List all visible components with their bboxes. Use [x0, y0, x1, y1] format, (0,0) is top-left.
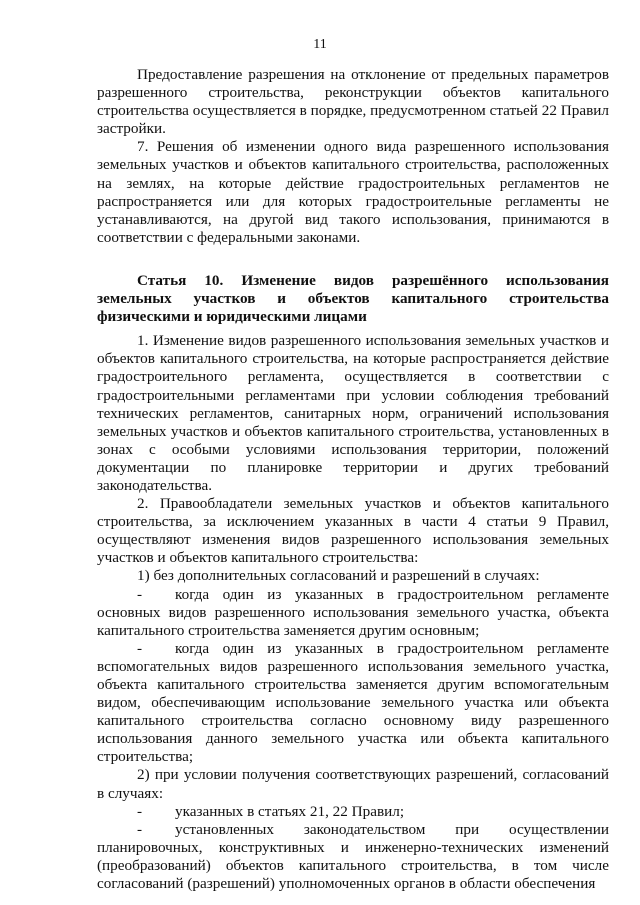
- page-content: [97, 66, 609, 893]
- dash-item-text: когда один из указанных в градостроительном регламенте вспомогательных видов разрешенного использования земельного участка, объекта капитального строительства заменяется другим вспомогательным видом, обеспечивающим использование земельного участка или объекта капитального строительства согласно основному виду разрешенного использования данного земельного участка или объекта капитального строительства;: [97, 639, 609, 766]
- page-number: 11: [313, 37, 327, 52]
- dash-list-item: [97, 586, 609, 640]
- dash-list-item: [97, 640, 609, 767]
- dash-marker: -: [137, 639, 143, 657]
- paragraph-item-7: 7. Решения об изменении одного вида разрешенного использования земельных участков и объектов капитального строительства, расположенных на землях, на которые действие градостроительных регламентов не распространяется или для которых градостроительные регламенты не устанавливаются, на другой вид такого использования, принимаются в соответствии с федеральными законами.: [97, 138, 609, 246]
- article-10-heading: Статья 10. Изменение видов разрешённого использования земельных участков и объектов капитального строительства физическими и юридическими лицами: [97, 271, 609, 326]
- paragraph-article10-part1: 1. Изменение видов разрешенного использования земельных участков и объектов капитального строительства, на которые распространяется действие градостроительного регламента, осуществляется в соответствии с градостроительными регламентами при условии соблюдения требований технических регламентов, санитарных норм, ограничений использования земельных участков и объектов капитального строительства, установленных в зонах с особыми условиями использования территории, положений документации по планировке территории и других требований законодательства.: [97, 332, 609, 494]
- dash-item-text: установленных законодательством при осуществлении планировочных, конструктивных и инженерно-технических изменений (преобразований) объектов капитального строительства, в том числе согласований (разрешений) уполномоченных органов в области обеспечения: [97, 820, 609, 893]
- dash-marker: -: [137, 585, 143, 603]
- paragraph-article10-part2: 2. Правообладатели земельных участков и объектов капитального строительства, за исключением указанных в части 4 статьи 9 Правил, осуществляют изменения видов разрешенного использования земельных участков и объектов капитального строительства:: [97, 495, 609, 567]
- paragraph-permission-deviation: Предоставление разрешения на отклонение от предельных параметров разрешенного строительства, реконструкции объектов капитального строительства осуществляется в порядке, предусмотренном статьей 22 Правил застройки.: [97, 66, 609, 138]
- dash-list-item: [97, 803, 609, 821]
- dash-item-text: когда один из указанных в градостроительном регламенте основных видов разрешенного использования земельного участка, объекта капитального строительства заменяется другим основным;: [97, 585, 609, 639]
- dash-marker: -: [137, 802, 143, 820]
- dash-marker: -: [137, 820, 143, 838]
- paragraph-subitem-2: 2) при условии получения соответствующих разрешений, согласований в случаях:: [97, 766, 609, 802]
- dash-list-item: [97, 821, 609, 893]
- dash-item-text: указанных в статьях 21, 22 Правил;: [175, 802, 405, 820]
- paragraph-subitem-1: 1) без дополнительных согласований и разрешений в случаях:: [137, 567, 540, 585]
